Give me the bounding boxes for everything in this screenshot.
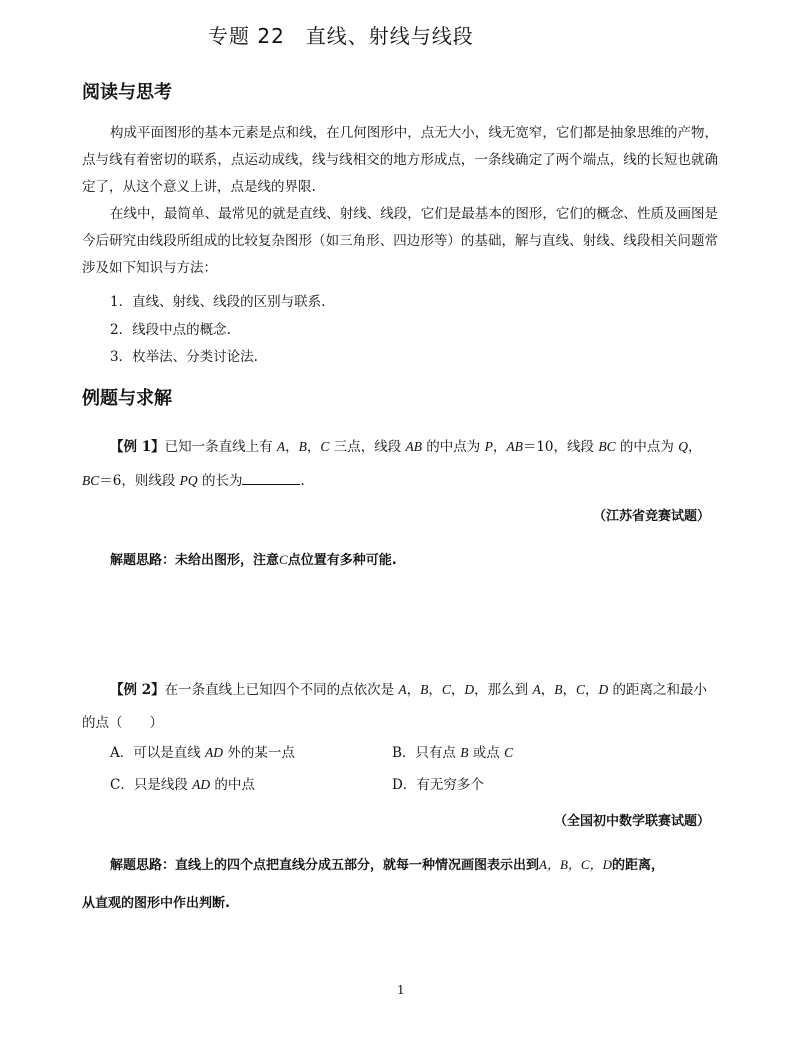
option-c: C．只是线段 AD 的中点 (110, 777, 255, 793)
option-d: D．有无穷多个 (392, 777, 484, 793)
example-2-question: 【例 2】在一条直线上已知四个不同的点依次是 A，B，C，D，那么到 A，B，C，D 的距离之和最小的点（ ） (82, 682, 708, 731)
option-b: B．只有点 B 或点 C (392, 745, 514, 761)
example-1-hint: 解题思路：未给出图形，注意C点位置有多种可能. (110, 552, 397, 568)
example-2-source: （全国初中数学联赛试题） (553, 814, 710, 829)
section-heading-reading: 阅读与思考 (82, 82, 172, 103)
reading-paragraph-1: 构成平面图形的基本元素是点和线，在几何图形中，点无大小，线无宽窄，它们都是抽象思维的产物，点与线有着密切的联系，点运动成线，线与线相交的地方形成点，一条线确定了两个端点，线的长短也就确定了，从这个意义上讲，点是线的界限. (82, 125, 718, 195)
hint-label: 解题思路： (110, 858, 176, 873)
example-1-question: 【例 1】已知一条直线上有 A，B，C 三点，线段 AB 的中点为 P，AB＝10，线段 BC 的中点为 Q，BC＝6，则线段 PQ 的长为 . (82, 439, 702, 489)
example-1-source: （江苏省竞赛试题） (592, 509, 710, 524)
page-title: 专题 22 直线、射线与线段 (208, 24, 474, 48)
knowledge-item-1: 1．直线、射线、线段的区别与联系. (110, 294, 326, 310)
page-number: 1 (397, 983, 405, 997)
example-2-label: 【例 2】 (110, 682, 165, 698)
knowledge-item-2: 2．线段中点的概念. (110, 322, 231, 338)
example-2-hint: 解题思路：直线上的四个点把直线分成五部分，就每一种情况画图表示出到A，B，C，D的距离， (110, 857, 664, 873)
example-2-hint-continued: 从直观的图形中作出判断. (82, 896, 230, 911)
knowledge-item-3: 3．枚举法、分类讨论法. (110, 349, 258, 365)
section-heading-examples: 例题与求解 (82, 388, 172, 409)
example-1-label: 【例 1】 (110, 439, 165, 455)
answer-blank (242, 470, 300, 485)
hint-label: 解题思路： (110, 553, 176, 568)
option-a: A．可以是直线 AD 外的某一点 (110, 745, 295, 761)
reading-paragraph-2: 在线中，最简单、最常见的就是直线、射线、线段，它们是最基本的图形，它们的概念、性质及画图是今后研究由线段所组成的比较复杂图形（如三角形、四边形等）的基础，解与直线、射线、线段相关问题常涉及如下知识与方法： (82, 206, 718, 276)
